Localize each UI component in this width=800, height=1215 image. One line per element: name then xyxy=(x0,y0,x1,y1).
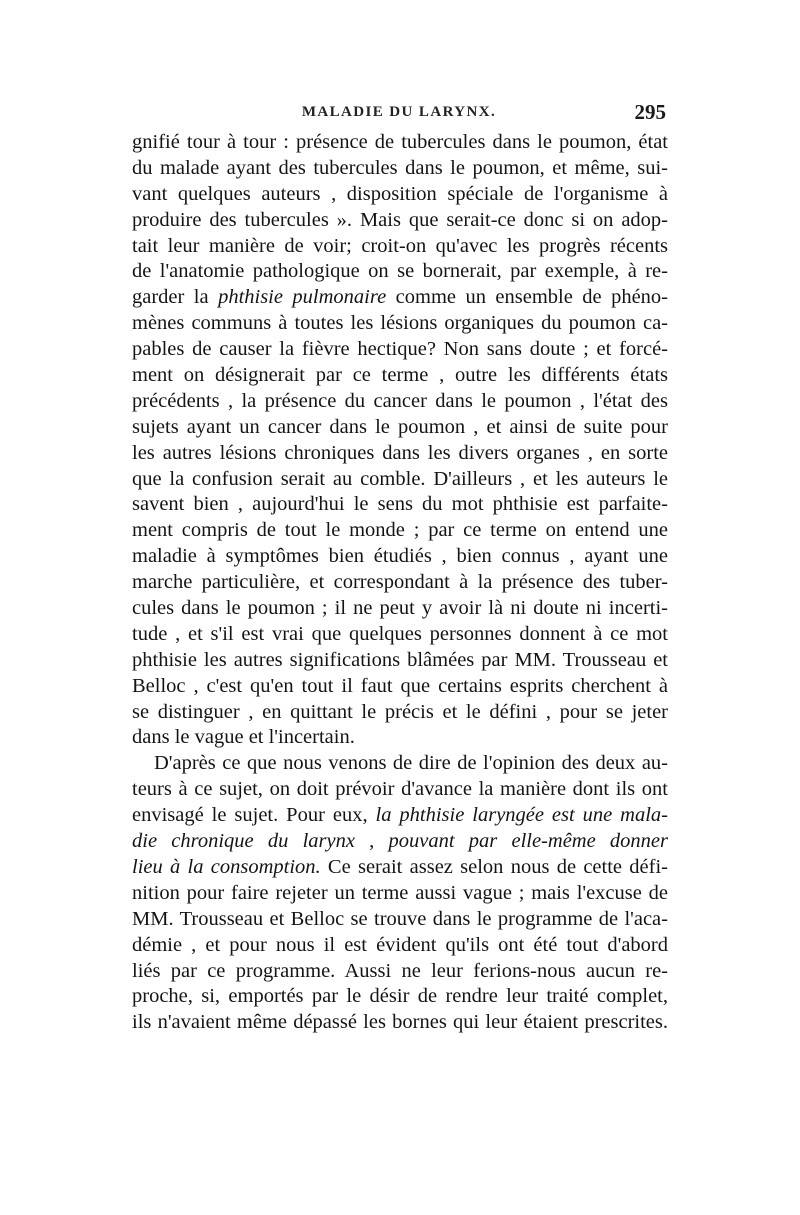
text-line: démie , et pour nous il est évident qu'ils ont été tout d'abord xyxy=(132,933,668,956)
text-line: Belloc , c'est qu'en tout il faut que certains esprits cherchent à xyxy=(132,674,668,697)
text-fragment: envisagé le sujet. Pour eux, xyxy=(132,804,368,827)
text-line: ment on désignerait par ce terme , outre les différents états xyxy=(132,364,668,387)
text-line: mènes communs à toutes les lésions organiques du poumon ca- xyxy=(132,312,668,335)
text-line: sujets ayant un cancer dans le poumon , et ainsi de suite pour xyxy=(132,415,668,438)
italic-definition: die chronique du larynx , pouvant par elle-même donner xyxy=(132,830,668,853)
running-title: MALADIE DU LARYNX. xyxy=(301,104,497,120)
text-line: proche, si, emportés par le désir de rendre leur traité complet, xyxy=(132,985,668,1008)
text-line: vant quelques auteurs , disposition spéciale de l'organisme à xyxy=(132,182,668,205)
text-line: tude , et s'il est vrai que quelques personnes donnent à ce mot xyxy=(132,622,668,645)
text-fragment: Ce serait assez selon nous de cette défi- xyxy=(320,855,668,878)
text-line: teurs à ce sujet, on doit prévoir d'avance la manière dont ils ont xyxy=(132,778,668,801)
text-line xyxy=(132,855,668,881)
text-line: liés par ce programme. Aussi ne leur ferions-nous aucun re- xyxy=(132,959,668,982)
text-line: ment compris de tout le monde ; par ce terme on entend une xyxy=(132,519,668,542)
text-line: MM. Trousseau et Belloc se trouve dans le programme de l'aca- xyxy=(132,907,668,930)
text-line: D'après ce que nous venons de dire de l'opinion des deux au- xyxy=(154,752,668,775)
page-number: 295 xyxy=(634,100,666,124)
text-line: nition pour faire rejeter un terme aussi vague ; mais l'excuse de xyxy=(132,881,668,904)
text-line: ils n'avaient même dépassé les bornes qui leur étaient prescrites. xyxy=(132,1011,668,1034)
body-text xyxy=(132,130,668,1036)
text-line xyxy=(132,829,668,855)
text-line: savent bien , aujourd'hui le sens du mot phthisie est parfaite- xyxy=(132,493,668,516)
text-line: précédents , la présence du cancer dans le poumon , l'état des xyxy=(132,389,668,412)
text-line: marche particulière, et correspondant à la présence des tuber- xyxy=(132,571,668,594)
text-line: produire des tubercules ». Mais que serait-ce donc si on adop- xyxy=(132,208,668,231)
text-line xyxy=(132,803,668,829)
text-line: phthisie les autres significations blâmées par MM. Trousseau et xyxy=(132,648,668,671)
italic-definition: la phthisie laryngée est une mala- xyxy=(375,804,669,827)
text-line xyxy=(132,285,668,311)
text-line: maladie à symptômes bien étudiés , bien connus , ayant une xyxy=(132,545,668,568)
text-line: les autres lésions chroniques dans les divers organes , en sorte xyxy=(132,441,668,464)
text-line: cules dans le poumon ; il ne peut y avoir là ni doute ni incerti- xyxy=(132,597,668,620)
text-line: du malade ayant des tubercules dans le poumon, et même, sui- xyxy=(132,156,668,179)
text-line: se distinguer , en quittant le précis et le défini , pour se jeter xyxy=(132,700,668,723)
text-line: dans le vague et l'incertain. xyxy=(132,726,355,749)
text-line: que la confusion serait au comble. D'ailleurs , et les auteurs le xyxy=(132,467,668,490)
text-line: tait leur manière de voir; croit-on qu'avec les progrès récents xyxy=(132,234,668,257)
text-line: de l'anatomie pathologique on se bornerait, par exemple, à re- xyxy=(132,260,668,283)
text-fragment: comme un ensemble de phéno- xyxy=(386,286,668,309)
text-line: gnifié tour à tour : présence de tubercules dans le poumon, état xyxy=(132,131,668,153)
running-head xyxy=(130,100,668,124)
italic-term: phthisie pulmonaire xyxy=(218,286,387,309)
text-fragment: garder la xyxy=(132,286,219,309)
italic-definition: lieu à la consomption. xyxy=(132,855,321,878)
text-line: pables de causer la fièvre hectique? Non sans doute ; et forcé- xyxy=(132,338,668,361)
